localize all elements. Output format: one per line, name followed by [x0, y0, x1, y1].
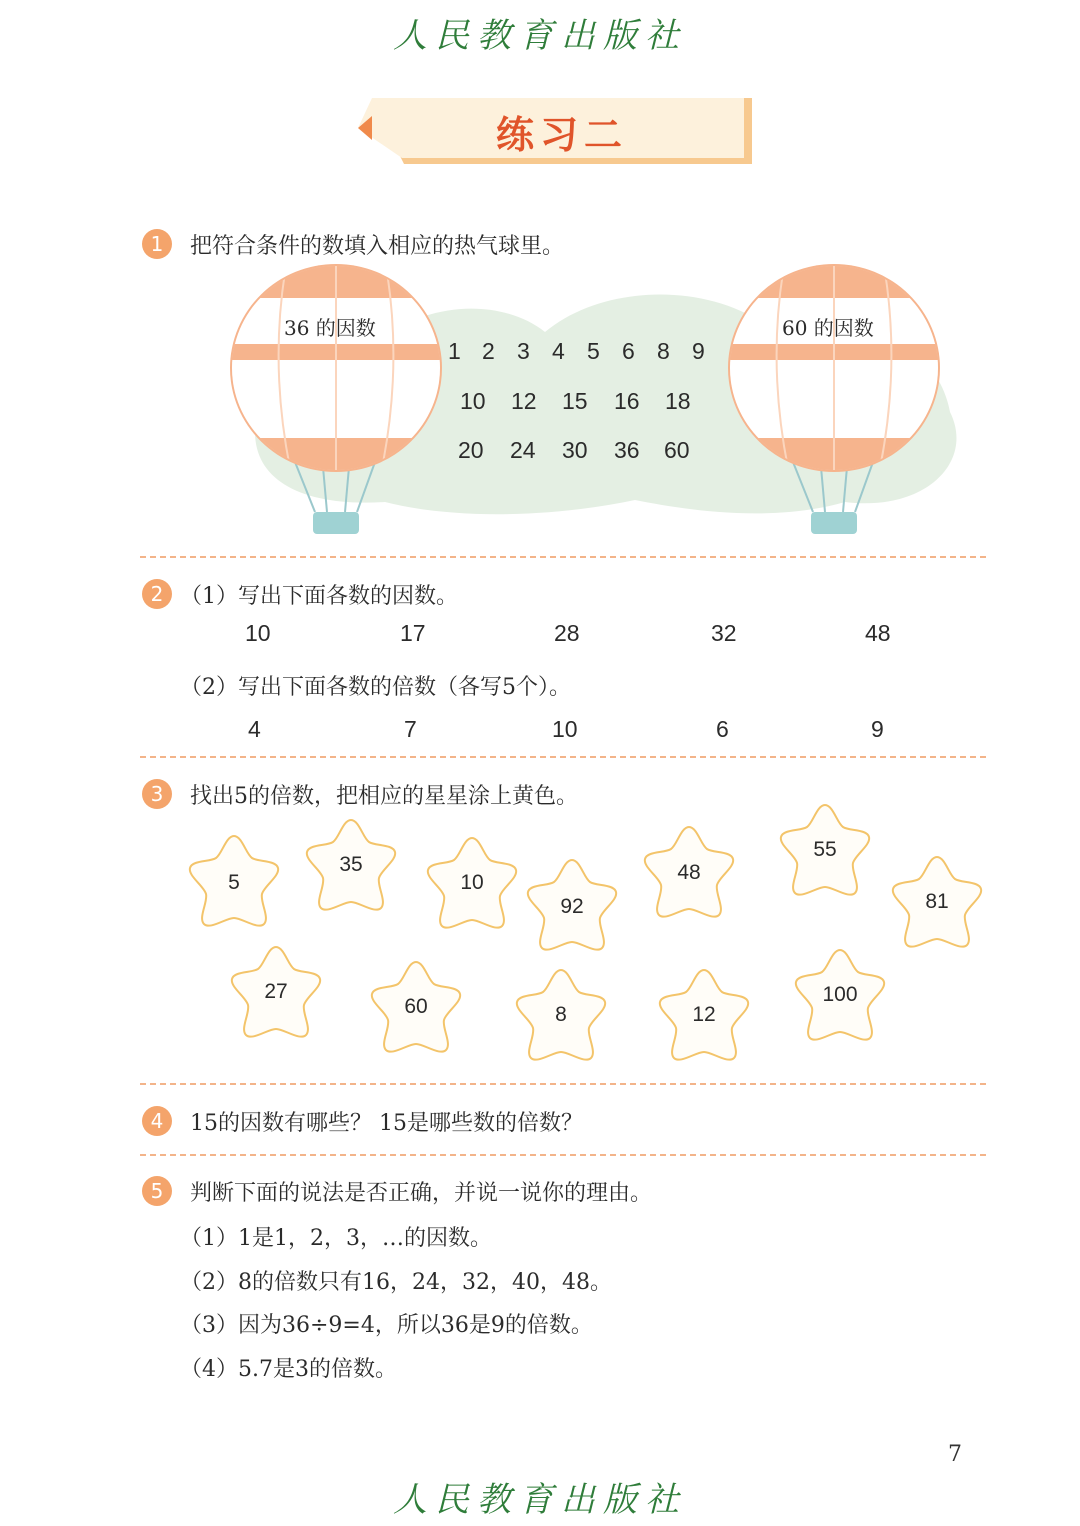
- factor-number: 10: [245, 620, 271, 646]
- page-number: 7: [948, 1442, 962, 1467]
- question-3-text: 找出5的倍数，把相应的星星涂上黄色。: [190, 784, 578, 809]
- publisher-header: 人民教育出版社: [393, 16, 687, 56]
- number-60: 60: [664, 437, 690, 463]
- statement-item: （3）因为36÷9=4，所以36是9的倍数。: [180, 1313, 593, 1338]
- question-2-part-2: （2）写出下面各数的倍数（各写5个）。: [180, 675, 571, 700]
- star-number: 27: [264, 980, 288, 1003]
- number-3: 3: [517, 338, 530, 364]
- number-30: 30: [562, 437, 588, 463]
- divider: [140, 1154, 986, 1156]
- multiple-number: 4: [248, 716, 261, 742]
- question-number-4: 4: [142, 1106, 172, 1136]
- number-12: 12: [511, 388, 537, 414]
- question-1-text: 把符合条件的数填入相应的热气球里。: [190, 234, 565, 259]
- number-8: 8: [657, 338, 670, 364]
- multiple-number: 6: [716, 716, 729, 742]
- star-number: 81: [925, 890, 949, 913]
- factor-number: 48: [865, 620, 891, 646]
- star-number: 5: [228, 871, 240, 894]
- statement-item: （1）1是1，2，3，…的因数。: [180, 1226, 492, 1251]
- question-number-5: 5: [142, 1176, 172, 1206]
- number-18: 18: [665, 388, 691, 414]
- multiple-number: 9: [871, 716, 884, 742]
- page-title: 练习二: [495, 112, 628, 157]
- balloon-left-label: 36 的因数: [284, 316, 376, 340]
- balloon-right-label: 60 的因数: [782, 316, 874, 340]
- star-number: 35: [339, 853, 363, 876]
- factor-number: 28: [554, 620, 580, 646]
- statement-item: （2）8的倍数只有16，24，32，40，48。: [180, 1270, 612, 1295]
- star-number: 100: [822, 983, 858, 1006]
- number-1: 1: [448, 338, 461, 364]
- star-number: 48: [677, 861, 701, 884]
- star-number: 55: [813, 838, 837, 861]
- question-number-1: 1: [142, 229, 172, 259]
- question-4-text: 15的因数有哪些？ 15是哪些数的倍数？: [190, 1111, 583, 1136]
- number-20: 20: [458, 437, 484, 463]
- number-4: 4: [552, 338, 565, 364]
- question-number-2: 2: [142, 579, 172, 609]
- publisher-footer: 人民教育出版社: [393, 1480, 687, 1520]
- factor-number: 32: [711, 620, 737, 646]
- number-15: 15: [562, 388, 588, 414]
- multiple-number: 10: [552, 716, 578, 742]
- star-number: 60: [404, 995, 428, 1018]
- number-5: 5: [587, 338, 600, 364]
- question-number-3: 3: [142, 779, 172, 809]
- star-number: 8: [555, 1003, 567, 1026]
- statement-item: （4）5.7是3的倍数。: [180, 1357, 397, 1382]
- multiple-number: 7: [404, 716, 417, 742]
- divider: [140, 1083, 986, 1085]
- question-2-part-1: （1）写出下面各数的因数。: [180, 584, 458, 609]
- star-number: 10: [460, 871, 484, 894]
- number-10: 10: [460, 388, 486, 414]
- number-36: 36: [614, 437, 640, 463]
- star-number: 92: [560, 895, 584, 918]
- number-9: 9: [692, 338, 705, 364]
- factor-number: 17: [400, 620, 426, 646]
- number-2: 2: [482, 338, 495, 364]
- number-24: 24: [510, 437, 536, 463]
- question-5-text: 判断下面的说法是否正确，并说一说你的理由。: [190, 1181, 653, 1206]
- star-number: 12: [692, 1003, 716, 1026]
- number-6: 6: [622, 338, 635, 364]
- number-16: 16: [614, 388, 640, 414]
